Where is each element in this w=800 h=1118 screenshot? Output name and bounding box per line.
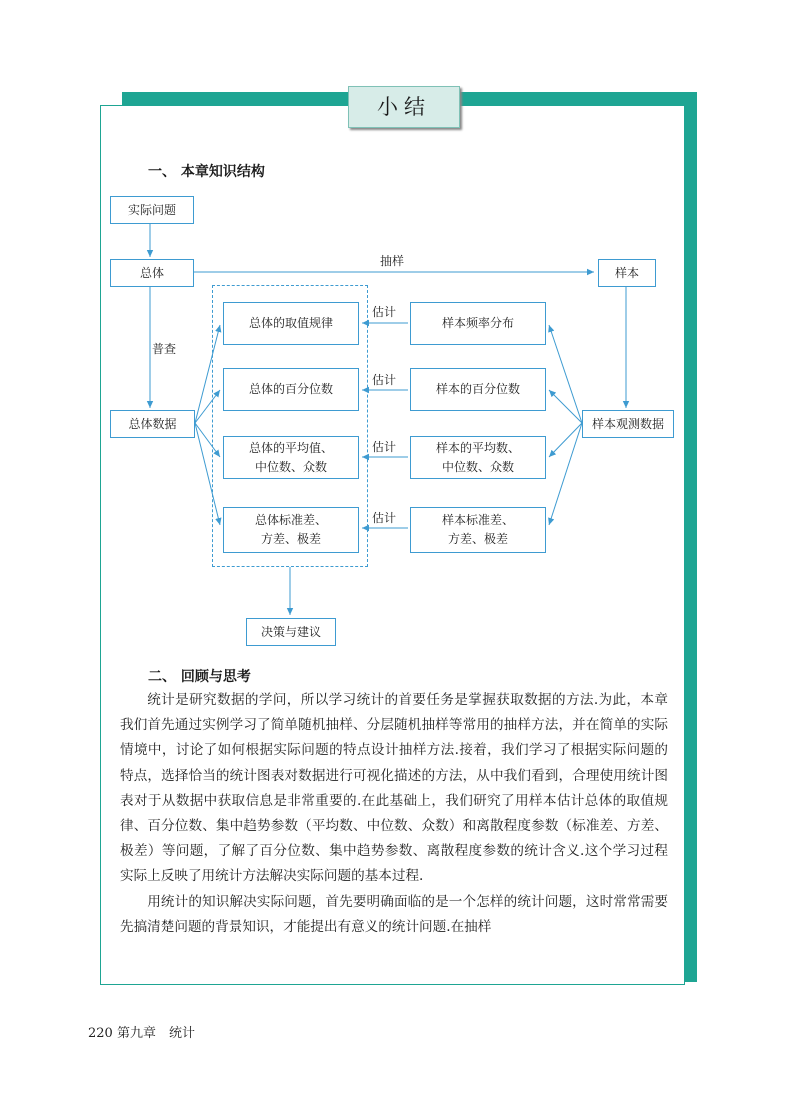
section-1-heading: 一、 本章知识结构 — [148, 164, 265, 180]
population-percentile-box: 总体的百分位数 — [223, 368, 359, 411]
paragraph-2: 用统计的知识解决实际问题，首先要明确面临的是一个怎样的统计问题，这时常常需要先搞清楚问题的背景知识，才能提出有意义的统计问题.在抽样 — [120, 893, 668, 935]
sample-mean-box: 样本的平均数、 中位数、众数 — [410, 436, 546, 479]
sample-percentile-box: 样本的百分位数 — [410, 368, 546, 411]
real-problem-box: 实际问题 — [110, 196, 194, 224]
sample-box: 样本 — [598, 259, 656, 287]
census-label: 普查 — [152, 342, 177, 356]
population-std-box: 总体标准差、 方差、极差 — [223, 507, 359, 553]
sample-frequency-box: 样本频率分布 — [410, 302, 546, 345]
estimate-label-3: 估计 — [372, 440, 397, 454]
population-data-box: 总体数据 — [110, 410, 195, 438]
page-footer: 220 第九章 统计 — [88, 1026, 195, 1041]
decision-box: 决策与建议 — [246, 618, 336, 646]
review-text — [120, 688, 668, 940]
sample-std-box: 样本标准差、 方差、极差 — [410, 507, 546, 553]
paragraph-1: 统计是研究数据的学问，所以学习统计的首要任务是掌握获取数据的方法.为此，本章我们首先通过实例学习了简单随机抽样、分层随机抽样等常用的抽样方法，并在简单的实际情境中，讨论了如何根据实际问题的特点设计抽样方法.接着，我们学习了根据实际问题的特点，选择恰当的统计图表对数据进行可视化描述的方法，从中我们看到，合理使用统计图表对于从数据中获取信息是非常重要的.在此基础上，我们研究了用样本估计总体的取值规律、百分位数、集中趋势参数（平均数、中位数、众数）和离散程度参数（标准差、方差、极差）等问题，了解了百分位数、集中趋势参数、离散程度参数的统计含义.这个学习过程实际上反映了用统计方法解决实际问题的基本过程. — [120, 692, 668, 885]
section-2-heading: 二、 回顾与思考 — [148, 669, 251, 685]
population-box: 总体 — [110, 259, 194, 287]
population-mean-box: 总体的平均值、 中位数、众数 — [223, 436, 359, 479]
estimate-label-4: 估计 — [372, 511, 397, 525]
population-distribution-box: 总体的取值规律 — [223, 302, 359, 345]
estimate-label-2: 估计 — [372, 373, 397, 387]
sampling-label: 抽样 — [380, 254, 405, 268]
sample-observed-data-box: 样本观测数据 — [582, 410, 674, 438]
estimate-label-1: 估计 — [372, 305, 397, 319]
page-title: 小结 — [348, 86, 460, 128]
